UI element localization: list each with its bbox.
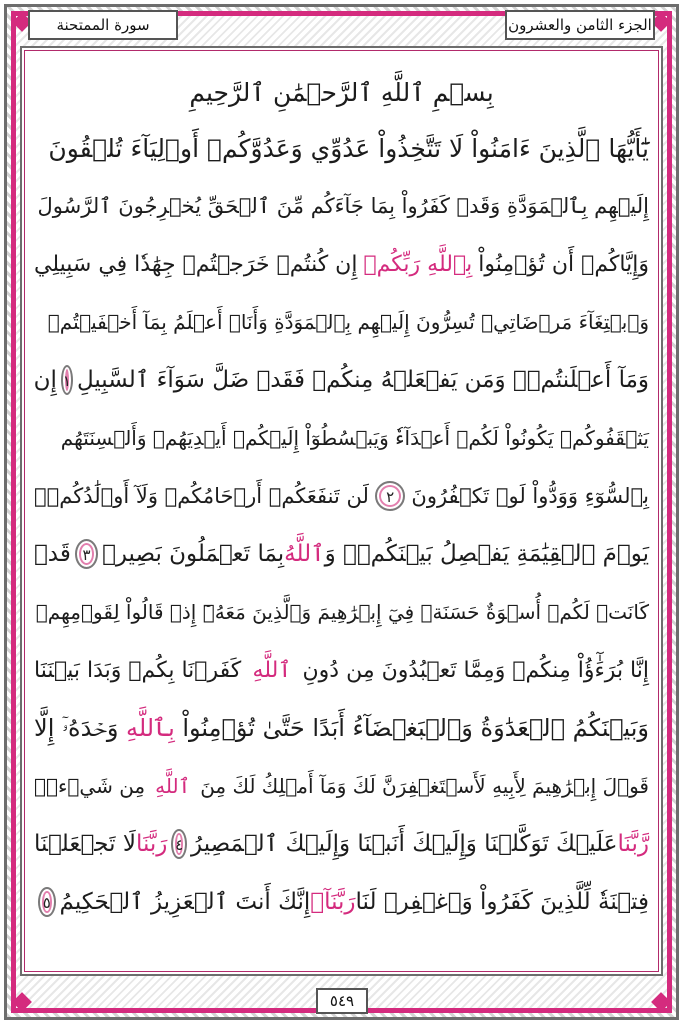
- text-line: [34, 700, 649, 756]
- divine-name-text: ٱللَّهُ: [284, 541, 325, 567]
- ayah-number-marker: ٣: [75, 539, 98, 569]
- ayah-number-marker: ٥: [38, 887, 56, 917]
- divine-name-text: بِٱللَّهِ رَبِّكُمۡ: [363, 251, 473, 277]
- juz-label: الجزء الثامن والعشرون: [505, 10, 655, 40]
- verse-text: عَلَيۡكَ تَوَكَّلۡنَا وَإِلَيۡكَ أَنَبۡنَا وَإِلَيۡكَ ٱلۡمَصِيرُ: [191, 831, 618, 857]
- divine-name-text: رَبَّنَا: [135, 831, 168, 857]
- verse-text: يَوۡمَ ٱلۡقِيَٰمَةِ يَفۡصِلُ بَيۡنَكُمۡۚ وَ: [324, 541, 649, 567]
- divine-name-text: رَّبَّنَا: [617, 831, 649, 857]
- divine-name-text: ٱللَّهِ: [252, 657, 292, 683]
- text-line: [34, 352, 649, 408]
- verse-text: إِنَّا بُرَءَٰٓؤُاْ مِنكُمۡ وَمِمَّا تَعۡبُدُونَ مِن دُونِ: [302, 657, 649, 683]
- verse-text: إِلَيۡهِم بِٱلۡمَوَدَّةِ وَقَدۡ كَفَرُواْ بِمَا جَآءَكُم مِّنَ ٱلۡحَقِّ يُخۡرِجُونَ ٱلرَّسُولَ: [37, 194, 649, 218]
- text-line: [34, 816, 649, 872]
- text-line: [34, 584, 649, 640]
- verse-text: قَدۡ: [34, 541, 71, 567]
- text-line: [34, 236, 649, 292]
- text-line: [34, 410, 649, 466]
- ayah-number-marker: ١: [61, 365, 73, 395]
- verse-text: بِمَا تَعۡمَلُونَ بَصِيرٞ: [102, 541, 285, 567]
- text-line: [34, 758, 649, 814]
- divine-name-text: رَبَّنَآۖ: [310, 889, 356, 915]
- quran-text: [34, 62, 649, 962]
- verse-text: لَن تَنفَعَكُمۡ أَرۡحَامُكُمۡ وَلَآ أَوۡلَٰدُكُمۡۚ: [34, 484, 369, 508]
- text-line: [34, 642, 649, 698]
- text-line: [34, 468, 649, 524]
- text-line: [34, 178, 649, 234]
- verse-text: وَإِيَّاكُمۡ أَن تُؤۡمِنُواْ: [478, 251, 649, 277]
- verse-text: لَا تَجۡعَلۡنَا: [34, 831, 136, 857]
- text-line: [34, 526, 649, 582]
- verse-text: يَثۡقَفُوكُمۡ يَكُونُواْ لَكُمۡ أَعۡدَآءٗ وَيَبۡسُطُوٓاْ إِلَيۡكُمۡ أَيۡدِيَهُمۡ وَأَلۡسِنَتَهُم: [60, 426, 649, 450]
- verse-text: إِنَّكَ أَنتَ ٱلۡعَزِيزُ ٱلۡحَكِيمُ: [59, 889, 311, 915]
- verse-text: وَحۡدَهُۥٓ إِلَّا: [34, 714, 119, 742]
- verse-text: وَٱبۡتِغَآءَ مَرۡضَاتِيۚ تُسِرُّونَ إِلَيۡهِم بِٱلۡمَوَدَّةِ وَأَنَا۠ أَعۡلَمُ بِمَآ أَخۡفَيۡتُمۡ: [47, 310, 649, 334]
- text-line: [34, 294, 649, 350]
- verse-text: قَوۡلَ إِبۡرَٰهِيمَ لِأَبِيهِ لَأَسۡتَغۡفِرَنَّ لَكَ وَمَآ أَمۡلِكُ لَكَ مِنَ: [200, 774, 649, 798]
- text-line: [34, 874, 649, 930]
- verse-text: فِتۡنَةٗ لِّلَّذِينَ كَفَرُواْ وَٱغۡفِرۡ لَنَا: [355, 889, 649, 915]
- basmala: بِسۡمِ ٱللَّهِ ٱلرَّحۡمَٰنِ ٱلرَّحِيمِ: [189, 77, 494, 107]
- verse-text: كَانَتۡ لَكُمۡ أُسۡوَةٌ حَسَنَةٞ فِيٓ إِبۡرَٰهِيمَ وَٱلَّذِينَ مَعَهُۥٓ إِذۡ قَالُواْ لِقَوۡمِهِمۡ: [35, 600, 649, 624]
- verse-text: إِن: [33, 367, 57, 393]
- divine-name-text: ٱللَّهِ: [155, 774, 191, 798]
- verse-text: وَبَيۡنَكُمُ ٱلۡعَدَٰوَةُ وَٱلۡبَغۡضَآءُ أَبَدًا حَتَّىٰ تُؤۡمِنُواْ: [182, 714, 649, 742]
- ayah-number-marker: ٤: [171, 829, 187, 859]
- verse-text: بِٱلسُّوٓءِ وَوَدُّواْ لَوۡ تَكۡفُرُونَ: [411, 484, 649, 508]
- text-line: [34, 120, 649, 176]
- basmala-line: [34, 64, 649, 120]
- verse-text: إِن كُنتُمۡ خَرَجۡتُمۡ جِهَٰدٗا فِي سَبِيلِي: [34, 251, 358, 277]
- verse-text: وَمَآ أَعۡلَنتُمۡۚ وَمَن يَفۡعَلۡهُ مِنكُمۡ فَقَدۡ ضَلَّ سَوَآءَ ٱلسَّبِيلِ: [76, 367, 649, 393]
- divine-name-text: بِٱللَّهِ: [125, 714, 175, 742]
- ayah-number-marker: ٢: [375, 481, 405, 511]
- verse-text: يَٰٓأَيُّهَا ٱلَّذِينَ ءَامَنُواْ لَا تَتَّخِذُواْ عَدُوِّي وَعَدُوَّكُمۡ أَوۡلِيَآءَ تُلۡقُونَ: [48, 133, 649, 163]
- surah-name-label: سورة الممتحنة: [28, 10, 178, 40]
- verse-text: كَفَرۡنَا بِكُمۡ وَبَدَا بَيۡنَنَا: [34, 657, 242, 683]
- verse-text: مِن شَيۡءٖۖ: [34, 774, 146, 798]
- page-number: ٥٤٩: [316, 988, 368, 1014]
